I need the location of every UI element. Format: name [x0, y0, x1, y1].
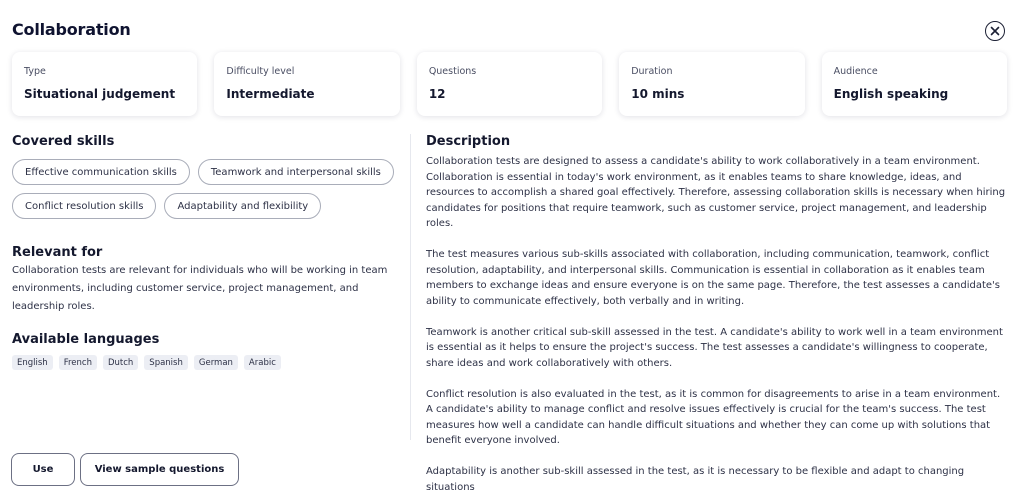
description-paragraph: Teamwork is another critical sub-skill assessed in the test. A candidate's ability to work well in a team environment is essential as it helps to ensure the project's success. The test assesses a candidate's willingness to cooperate, share ideas and work collaboratively with others. [426, 326, 1003, 369]
duration-card [619, 52, 804, 116]
close-button[interactable] [985, 21, 1005, 41]
relevant-for-text: Collaboration tests are relevant for individuals who will be working in team environments, including customer service, project management, and leadership roles. [12, 265, 388, 312]
description-paragraph: Adaptability is another sub-skill assessed in the test, as it is necessary to be flexible and adapt to changing situations [426, 466, 965, 493]
available-languages-heading: Available languages [12, 332, 160, 347]
language-tag: Dutch [103, 355, 138, 370]
card-value: Situational judgement [24, 87, 176, 101]
relevant-for-heading: Relevant for [12, 245, 103, 260]
info-cards [12, 52, 1007, 116]
close-icon [990, 26, 1000, 36]
modal-title: Collaboration [12, 20, 131, 39]
description-paragraph: Conflict resolution is also evaluated in the test, as it is common for disagreements to arise in a team environment. A candidate's ability to manage conflict and resolve issues effectively is crucial for the team's success. The test measures how well a candidate can handle difficult situations and whether they can come up with solutions that benefit everyone involved. [426, 388, 1001, 446]
description-paragraph: The test measures various sub-skills associated with collaboration, including communication, teamwork, conflict resolution, adaptability, and interpersonal skills. Communication is essential in collaboration as it enables team members to exchange ideas and ensure everyone is on the same page. Therefore, the test assesses a candidate's ability to communicate effectively, both verbally and in writing. [426, 249, 1000, 307]
type-card [12, 52, 197, 116]
covered-skills-heading: Covered skills [12, 134, 115, 149]
description-heading: Description [426, 134, 511, 149]
skill-chip: Teamwork and interpersonal skills [198, 159, 394, 185]
language-tag: French [59, 355, 97, 370]
card-label: Duration [631, 66, 673, 77]
language-tag: Arabic [244, 355, 281, 370]
column-divider [410, 134, 411, 440]
card-label: Difficulty level [226, 66, 295, 77]
card-value: Intermediate [226, 87, 315, 101]
card-value: 12 [428, 87, 446, 101]
card-label: Audience [833, 66, 878, 77]
covered-skills-list [12, 159, 402, 227]
description-body[interactable] [426, 154, 1008, 493]
difficulty-card [214, 52, 399, 116]
view-sample-questions-button[interactable]: View sample questions [80, 453, 239, 486]
card-value: English speaking [833, 87, 949, 101]
card-value: 10 mins [631, 87, 685, 101]
skill-chip: Conflict resolution skills [12, 193, 156, 219]
card-label: Questions [428, 66, 477, 77]
skill-chip: Adaptability and flexibility [164, 193, 321, 219]
language-tag: English [12, 355, 53, 370]
language-list [12, 355, 281, 370]
skill-chip: Effective communication skills [12, 159, 190, 185]
language-tag: German [194, 355, 238, 370]
description-paragraph: Collaboration tests are designed to assess a candidate's ability to work collaboratively in a team environment. Collaboration is essential in today's work environment, as it enables teams to share knowledge, ideas, and resources to accomplish a shared goal effectively. Therefore, assessing collaboration skills is necessary when hiring candidates for positions that require teamwork, such as customer service, project management, and leadership roles. [426, 156, 1006, 229]
audience-card [822, 52, 1007, 116]
language-tag: Spanish [144, 355, 188, 370]
use-button[interactable]: Use [11, 453, 75, 486]
card-label: Type [24, 66, 46, 77]
questions-card [417, 52, 602, 116]
